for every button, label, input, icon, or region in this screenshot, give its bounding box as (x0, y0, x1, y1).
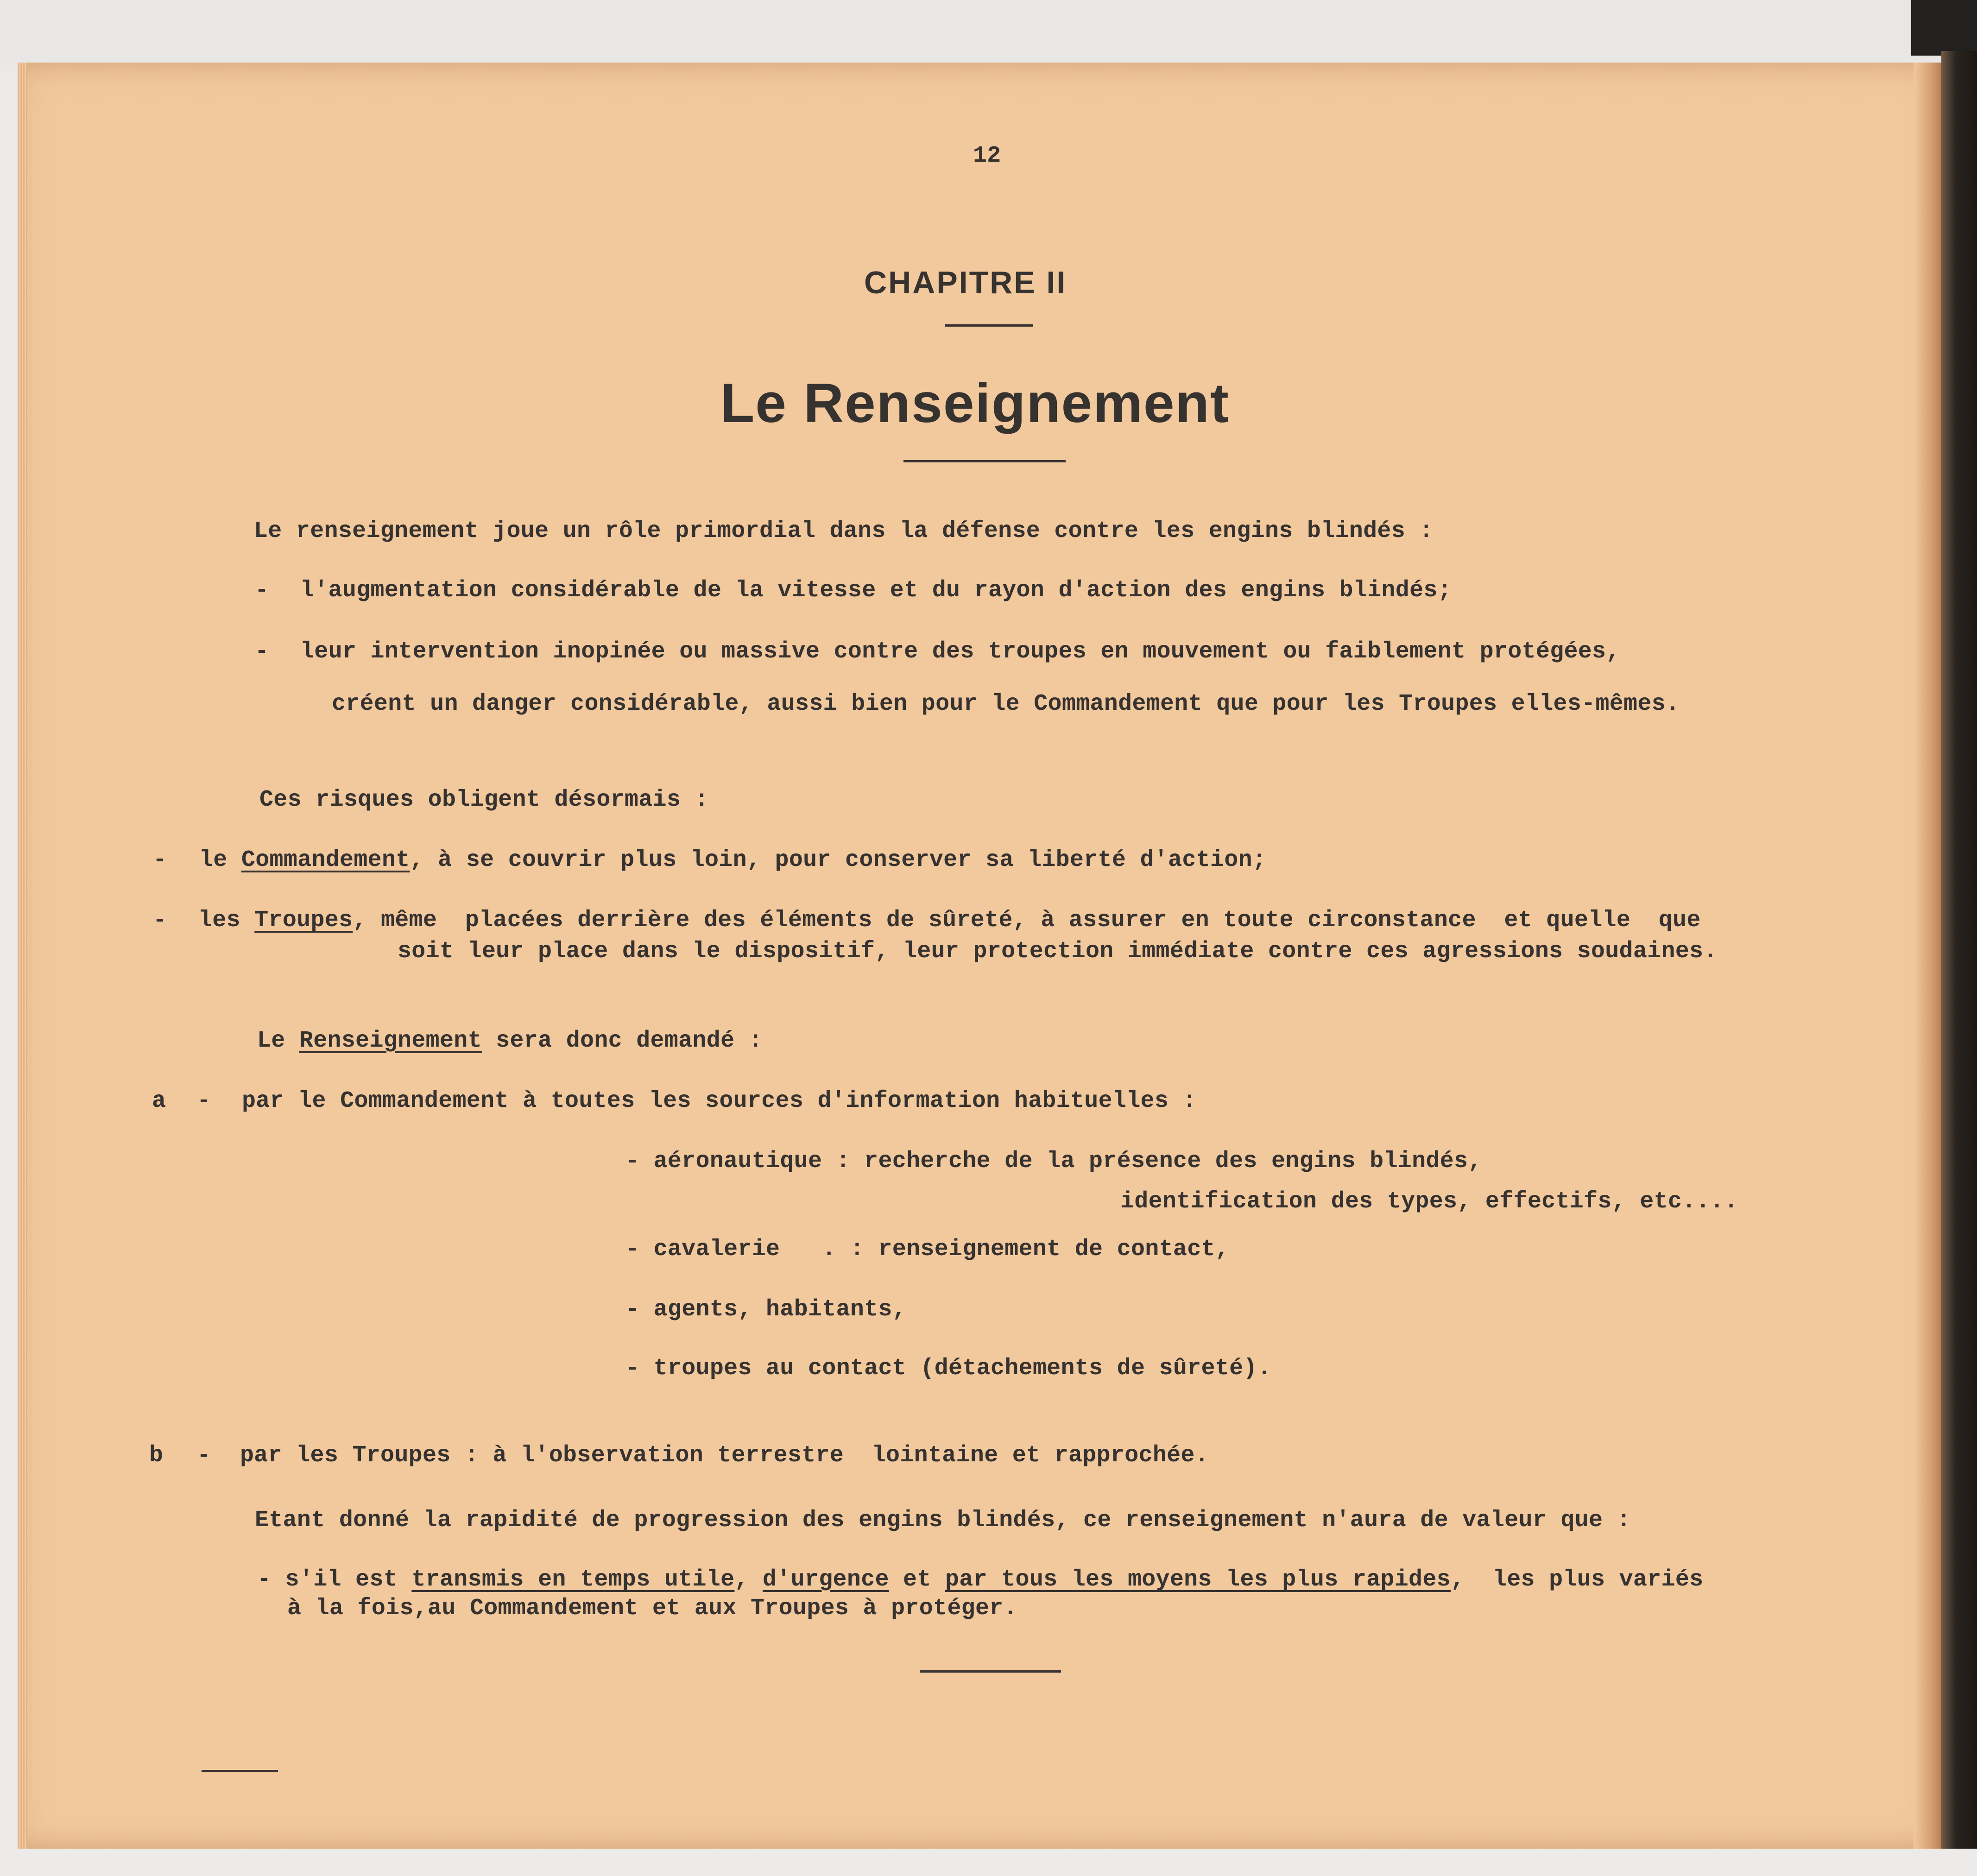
value-condition (257, 1565, 1703, 1595)
footer-rule (202, 1770, 278, 1772)
source-agents: - agents, habitants, (625, 1296, 907, 1323)
demand-lead (257, 1026, 763, 1056)
source-aeronautique: - aéronautique : recherche de la présence des engins blindés, (625, 1148, 1482, 1175)
risks-lead: Ces risques obligent désormais : (259, 787, 709, 813)
dash-marker: - (197, 1088, 211, 1114)
value-pre: - s'il est (257, 1566, 412, 1593)
dash-marker: - (255, 638, 269, 665)
risk-troupes-continued: soit leur place dans le dispositif, leur protection immédiate contre ces agressions soudaines. (398, 938, 1718, 965)
source-aeronautique-continued: identification des types, effectifs, etc.... (1120, 1188, 1738, 1215)
intro-bullet-2: leur intervention inopinée ou massive contre des troupes en mouvement ou faiblement protégées, (300, 638, 1620, 665)
risk-pre: les (198, 907, 255, 934)
risk-text: , même placées derrière des éléments de sûreté, à assurer en toute circonstance et quelle que (353, 907, 1701, 934)
value-condition-continued: à la fois,au Commandement et aux Troupes à protéger. (287, 1595, 1017, 1622)
intro-conclusion: créent un danger considérable, aussi bien pour le Commandement que pour les Troupes elles-mêmes. (332, 691, 1680, 717)
underlined-term: d'urgence (763, 1566, 889, 1593)
underlined-term: Commandement (241, 847, 410, 873)
intro-bullet-1: l'augmentation considérable de la vitesse et du rayon d'action des engins blindés; (300, 577, 1452, 604)
chapter-heading: CHAPITRE II (864, 265, 1067, 300)
risk-commandement (199, 846, 1266, 875)
risk-troupes (198, 906, 1701, 935)
value-post: , les plus variés (1450, 1566, 1704, 1593)
chapter-rule (945, 324, 1033, 327)
demand-b-text: par les Troupes : à l'observation terrestre lointaine et rapprochée. (240, 1442, 1209, 1469)
page-number: 12 (973, 143, 1001, 169)
underlined-term: Renseignement (299, 1028, 482, 1054)
item-letter-b: b (149, 1442, 164, 1469)
scan-background-top (0, 0, 1977, 65)
risk-pre: le (199, 847, 241, 873)
underlined-term: par tous les moyens les plus rapides (945, 1566, 1451, 1593)
value-sep: , (734, 1566, 763, 1593)
intro-lead: Le renseignement joue un rôle primordial dans la défense contre les engins blindés : (254, 518, 1434, 544)
dash-marker: - (255, 577, 269, 604)
binder-clip (1911, 0, 1977, 56)
binder-edge (1941, 51, 1977, 1876)
value-mid: et (889, 1566, 945, 1593)
dash-marker: - (153, 847, 167, 873)
underlined-term: transmis en temps utile (411, 1566, 735, 1593)
dash-marker: - (153, 907, 167, 934)
page-spine-shadow (1914, 63, 1941, 1849)
scan-background-bottom (18, 1849, 1977, 1876)
title-rule (903, 460, 1066, 462)
underlined-term: Troupes (254, 907, 353, 934)
page-title: Le Renseignement (720, 372, 1230, 434)
risk-text: , à se couvrir plus loin, pour conserver sa liberté d'action; (410, 847, 1267, 873)
item-letter-a: a (152, 1088, 166, 1114)
demand-post: sera donc demandé : (481, 1028, 763, 1054)
source-cavalerie: - cavalerie . : renseignement de contact, (625, 1236, 1230, 1263)
value-lead: Etant donné la rapidité de progression des engins blindés, ce renseignement n'aura de valeur que : (255, 1507, 1631, 1534)
page-edges (18, 63, 27, 1849)
demand-pre: Le (257, 1028, 299, 1054)
dash-marker: - (197, 1442, 211, 1469)
closing-rule (920, 1670, 1061, 1673)
source-troupes: - troupes au contact (détachements de sûreté). (625, 1355, 1272, 1382)
demand-a-text: par le Commandement à toutes les sources d'information habituelles : (242, 1088, 1197, 1114)
